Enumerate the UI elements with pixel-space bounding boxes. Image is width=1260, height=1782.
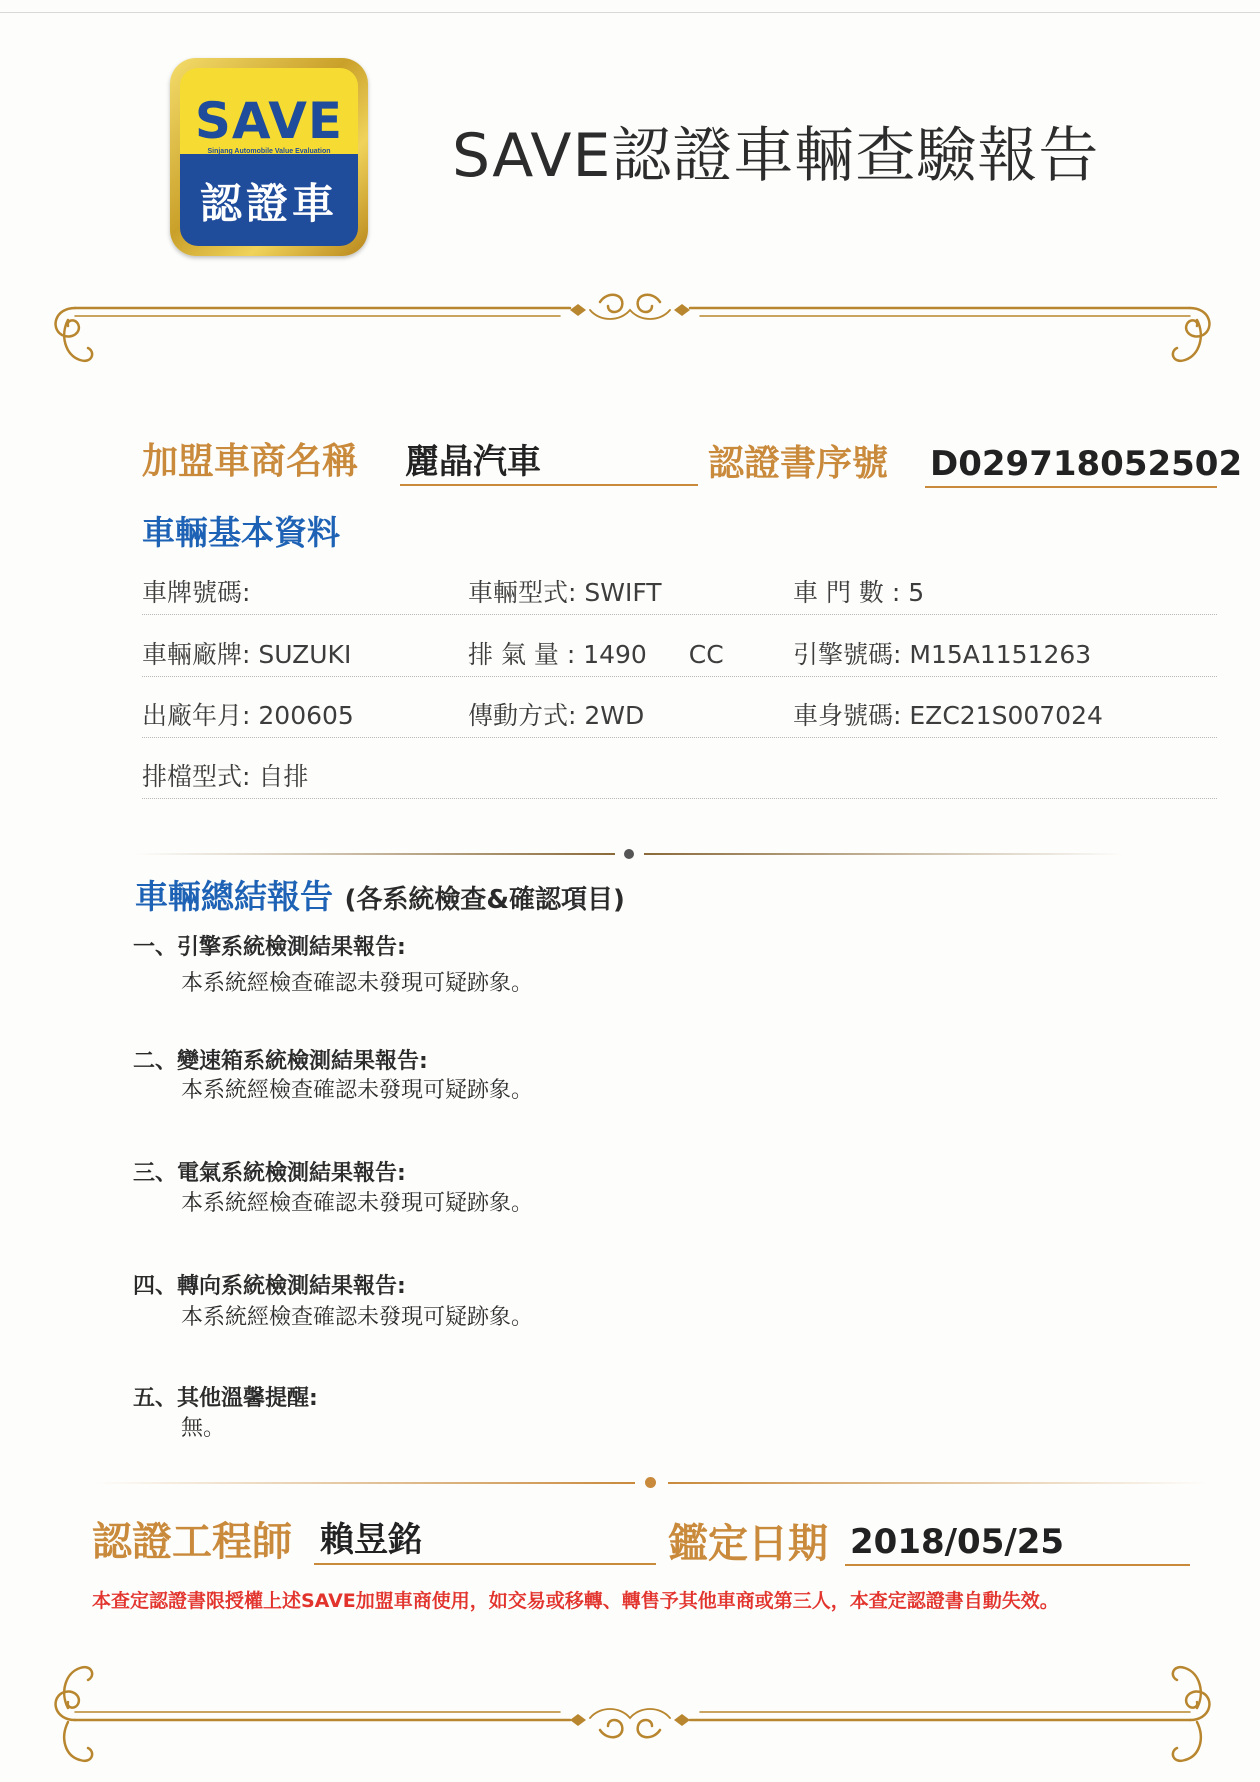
report-item-heading: 二、變速箱系統檢測結果報告: [133,1049,428,1074]
field-value: SWIFT [584,578,662,607]
engineer-value: 賴昱銘 [320,1520,422,1560]
field-value: M15A1151263 [909,640,1092,669]
logo-brand-text: SAVE [194,92,344,150]
save-logo [170,58,368,256]
field-label: 車輛廠牌: [142,640,251,669]
divider-left [135,853,615,855]
field-engine-no [793,640,1091,670]
report-item-body: 本系統經檢查確認未發現可疑跡象。 [181,1191,534,1216]
report-item-body: 本系統經檢查確認未發現可疑跡象。 [181,1078,534,1103]
report-item-body: 本系統經檢查確認未發現可疑跡象。 [181,1305,534,1330]
report-item-body: 本系統經檢查確認未發現可疑跡象。 [181,971,534,996]
divider-dot [645,1477,656,1488]
field-value: 1490 [583,640,647,669]
report-item-heading: 四、轉向系統檢測結果報告: [133,1274,406,1299]
field-manufacture-date [142,701,354,731]
date-value: 2018/05/25 [850,1522,1065,1562]
field-label: 傳動方式: [468,701,577,730]
field-label: 引擎號碼: [793,640,902,669]
field-brand [142,640,351,670]
field-displacement [468,640,724,670]
scan-edge-line [0,12,1260,13]
field-label: 出廠年月: [142,701,251,730]
vehicle-section-title: 車輛基本資料 [142,513,340,552]
date-label: 鑑定日期 [668,1521,828,1567]
report-item-body: 無。 [181,1416,226,1441]
dealer-label: 加盟車商名稱 [142,441,359,482]
dealer-value: 麗晶汽車 [405,442,541,482]
field-label: 排檔型式: [142,762,251,791]
field-label: 車輛型式: [468,578,577,607]
top-ornament-divider [0,280,1260,370]
dealer-underline [400,484,698,486]
row-dotline [142,614,1217,615]
field-doors [793,578,924,608]
summary-title-paren: (各系統檢查&確認項目) [344,885,625,915]
date-underline [845,1564,1190,1566]
divider-right [644,853,1124,855]
field-value: EZC21S007024 [909,701,1103,730]
row-dotline [142,676,1217,677]
serial-underline [925,486,1217,488]
field-drive [468,701,644,731]
report-item-heading: 五、其他溫馨提醒: [133,1386,318,1411]
page-title: SAVE認證車輛查驗報告 [452,121,1100,191]
field-vin [793,701,1103,731]
field-value: 2WD [584,701,645,730]
field-plate [142,578,250,608]
bottom-ornament-divider [0,1660,1260,1770]
divider-dot [624,849,634,859]
field-label: 車牌號碼: [142,578,251,607]
row-dotline [142,798,1217,799]
serial-label: 認證書序號 [708,443,889,484]
divider-right [668,1482,1208,1484]
field-label: 車身號碼: [793,701,902,730]
field-model [468,578,662,608]
summary-section-title [135,877,625,920]
field-unit: CC [688,640,724,669]
disclaimer-text: 本查定認證書限授權上述SAVE加盟車商使用，如交易或移轉、轉售予其他車商或第三人，本查定認證書自動失效。 [92,1590,1059,1612]
field-value: SUZUKI [258,640,352,669]
logo-badge-text: 認證車 [199,179,338,228]
report-item-heading: 一、引擎系統檢測結果報告: [133,935,406,960]
logo-subtitle: Sinjang Automobile Value Evaluation [207,148,331,155]
summary-title-text: 車輛總結報告 [135,877,333,916]
field-label: 車 門 數 : [793,578,901,607]
serial-value: D029718052502 [930,444,1243,484]
field-value: 5 [908,578,925,607]
field-value: 200605 [258,701,354,730]
report-item-heading: 三、電氣系統檢測結果報告: [133,1161,406,1186]
field-transmission [142,762,308,792]
field-value: 自排 [258,762,309,791]
engineer-underline [314,1563,656,1565]
engineer-label: 認證工程師 [92,1519,292,1565]
field-label: 排 氣 量 : [468,640,576,669]
row-dotline [142,737,1217,738]
divider-left [95,1482,635,1484]
